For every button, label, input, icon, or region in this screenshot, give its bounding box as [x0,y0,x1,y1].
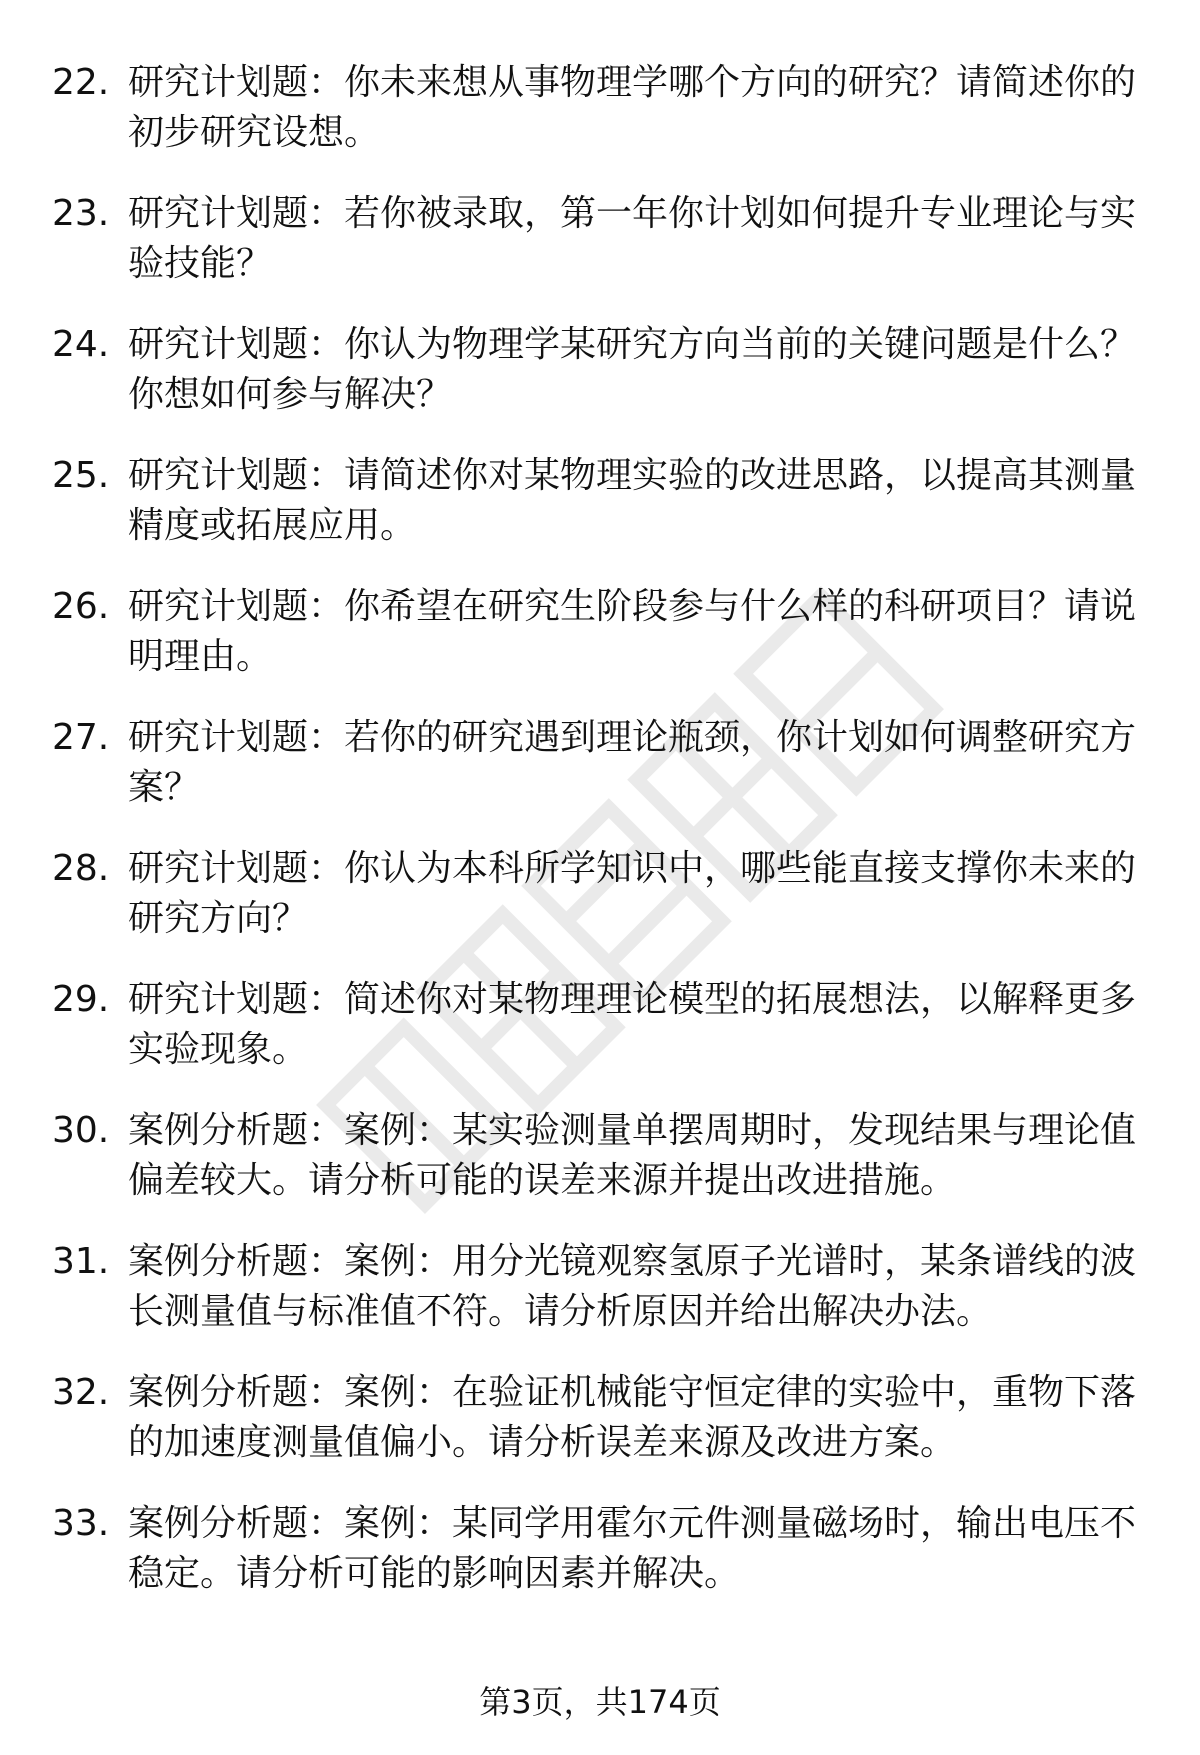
question-item [0,1499,1200,1630]
question-number: 31. [52,1241,110,1282]
question-item [0,975,1200,1106]
question-item [0,1368,1200,1499]
question-text: 研究计划题：你认为本科所学知识中，哪些能直接支撑你未来的研究方向？ [128,848,1137,939]
question-text: 研究计划题：若你被录取，第一年你计划如何提升专业理论与实验技能？ [128,193,1137,284]
question-number: 23. [52,193,110,234]
question-number: 33. [52,1503,110,1544]
question-text: 研究计划题：若你的研究遇到理论瓶颈，你计划如何调整研究方案？ [128,717,1137,808]
question-text: 案例分析题：案例：某同学用霍尔元件测量磁场时，输出电压不稳定。请分析可能的影响因素并解决。 [128,1503,1137,1594]
question-item [0,713,1200,844]
question-number: 25. [52,455,110,496]
question-item [0,189,1200,320]
question-text: 案例分析题：案例：用分光镜观察氢原子光谱时，某条谱线的波长测量值与标准值不符。请分析原因并给出解决办法。 [128,1241,1137,1332]
question-item [0,844,1200,975]
question-number: 32. [52,1372,110,1413]
question-item [0,451,1200,582]
question-text: 案例分析题：案例：某实验测量单摆周期时，发现结果与理论值偏差较大。请分析可能的误差来源并提出改进措施。 [128,1110,1137,1201]
question-number: 27. [52,717,110,758]
question-number: 28. [52,848,110,889]
question-item [0,1237,1200,1368]
question-item [0,582,1200,713]
question-text: 研究计划题：你未来想从事物理学哪个方向的研究？请简述你的初步研究设想。 [128,62,1137,153]
question-text: 研究计划题：简述你对某物理理论模型的拓展想法，以解释更多实验现象。 [128,979,1137,1070]
question-text: 研究计划题：你希望在研究生阶段参与什么样的科研项目？请说明理由。 [128,586,1137,677]
question-item [0,320,1200,451]
question-number: 30. [52,1110,110,1151]
question-text: 研究计划题：请简述你对某物理实验的改进思路，以提高其测量精度或拓展应用。 [128,455,1137,546]
question-text: 案例分析题：案例：在验证机械能守恒定律的实验中，重物下落的加速度测量值偏小。请分析误差来源及改进方案。 [128,1372,1137,1463]
question-number: 29. [52,979,110,1020]
question-number: 22. [52,62,110,103]
question-item [0,58,1200,189]
page-footer: 第3页，共174页 [479,1683,721,1721]
question-item [0,1106,1200,1237]
question-list [0,58,1200,1630]
question-number: 24. [52,324,110,365]
question-number: 26. [52,586,110,627]
question-text: 研究计划题：你认为物理学某研究方向当前的关键问题是什么？你想如何参与解决？ [128,324,1137,415]
